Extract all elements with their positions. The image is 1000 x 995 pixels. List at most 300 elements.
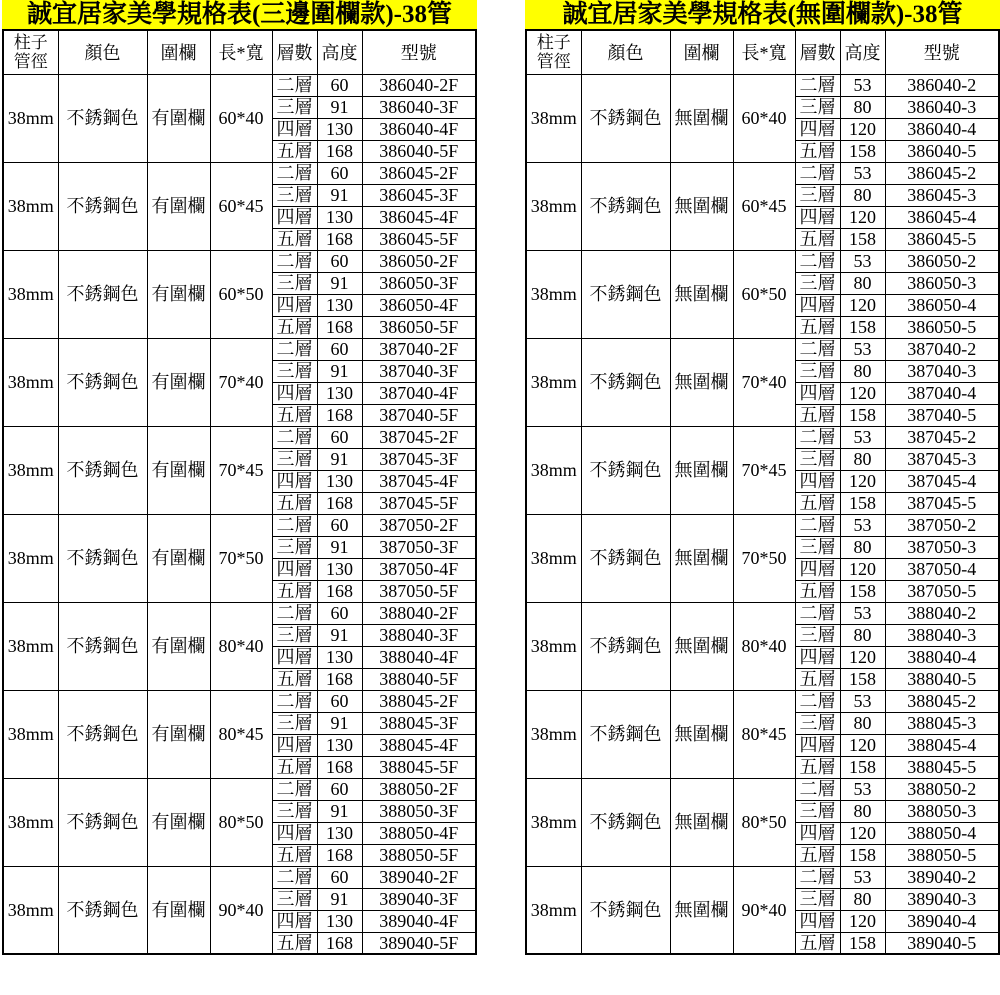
- layer-count-cell: 三層: [272, 712, 317, 734]
- height-cell: 168: [317, 580, 362, 602]
- spec-group: [3, 74, 476, 162]
- height-cell: 60: [317, 74, 362, 96]
- layer-count-cell: 三層: [272, 448, 317, 470]
- model-number-cell: 389040-4F: [362, 910, 476, 932]
- spec-row: [3, 866, 476, 888]
- fence-cell: 有圍欄: [147, 690, 210, 778]
- model-number-cell: 386045-3: [885, 184, 999, 206]
- pipe-diameter-cell: 38mm: [3, 338, 58, 426]
- model-number-cell: 387040-4F: [362, 382, 476, 404]
- height-cell: 168: [317, 404, 362, 426]
- spec-row: [526, 74, 999, 96]
- layer-count-cell: 二層: [272, 866, 317, 888]
- size-cell: 60*50: [733, 250, 795, 338]
- height-cell: 130: [317, 646, 362, 668]
- col-header-pipe-diameter: [3, 30, 58, 74]
- height-cell: 53: [840, 778, 885, 800]
- color-cell: 不銹鋼色: [581, 866, 670, 954]
- pipe-diameter-cell: 38mm: [526, 778, 581, 866]
- layer-count-cell: 五層: [795, 492, 840, 514]
- pipe-header-line2: 管徑: [536, 52, 571, 72]
- layer-count-cell: 二層: [795, 866, 840, 888]
- size-cell: 60*50: [210, 250, 272, 338]
- header-row: [3, 30, 476, 74]
- layer-count-cell: 四層: [272, 734, 317, 756]
- model-number-cell: 387040-5: [885, 404, 999, 426]
- height-cell: 80: [840, 536, 885, 558]
- model-number-cell: 388050-5: [885, 844, 999, 866]
- layer-count-cell: 三層: [795, 712, 840, 734]
- height-cell: 91: [317, 624, 362, 646]
- model-number-cell: 387040-2F: [362, 338, 476, 360]
- layer-count-cell: 二層: [272, 514, 317, 536]
- model-number-cell: 386045-4F: [362, 206, 476, 228]
- layer-count-cell: 五層: [795, 756, 840, 778]
- layer-count-cell: 五層: [272, 228, 317, 250]
- col-header-model: 型號: [362, 30, 476, 74]
- color-cell: 不銹鋼色: [58, 426, 147, 514]
- header-row: [526, 30, 999, 74]
- model-number-cell: 387040-2: [885, 338, 999, 360]
- color-cell: 不銹鋼色: [581, 338, 670, 426]
- layer-count-cell: 二層: [795, 162, 840, 184]
- pipe-diameter-cell: 38mm: [526, 690, 581, 778]
- fence-cell: 有圍欄: [147, 338, 210, 426]
- model-number-cell: 388050-5F: [362, 844, 476, 866]
- pipe-diameter-cell: 38mm: [3, 866, 58, 954]
- color-cell: 不銹鋼色: [581, 74, 670, 162]
- layer-count-cell: 四層: [272, 294, 317, 316]
- height-cell: 80: [840, 272, 885, 294]
- spec-grid-fenced: [2, 29, 477, 955]
- height-cell: 158: [840, 668, 885, 690]
- spec-group: [3, 426, 476, 514]
- spec-group: [526, 690, 999, 778]
- model-number-cell: 388050-4F: [362, 822, 476, 844]
- col-header-model: 型號: [885, 30, 999, 74]
- color-cell: 不銹鋼色: [581, 690, 670, 778]
- table-title-fenced: 誠宜居家美學規格表(三邊圍欄款)-38管: [2, 0, 477, 29]
- spec-group: [526, 426, 999, 514]
- spec-row: [526, 866, 999, 888]
- spec-table-unfenced: [525, 0, 1000, 955]
- pipe-diameter-cell: 38mm: [526, 162, 581, 250]
- model-number-cell: 386045-2F: [362, 162, 476, 184]
- fence-cell: 無圍欄: [670, 514, 733, 602]
- col-header-size: 長*寬: [210, 30, 272, 74]
- height-cell: 53: [840, 690, 885, 712]
- model-number-cell: 388045-4: [885, 734, 999, 756]
- fence-cell: 有圍欄: [147, 162, 210, 250]
- layer-count-cell: 二層: [272, 602, 317, 624]
- height-cell: 158: [840, 844, 885, 866]
- height-cell: 120: [840, 822, 885, 844]
- pipe-diameter-cell: 38mm: [3, 250, 58, 338]
- layer-count-cell: 五層: [795, 580, 840, 602]
- spec-row: [3, 778, 476, 800]
- fence-cell: 有圍欄: [147, 602, 210, 690]
- color-cell: 不銹鋼色: [58, 250, 147, 338]
- spec-group: [526, 74, 999, 162]
- layer-count-cell: 四層: [795, 822, 840, 844]
- spec-group: [526, 778, 999, 866]
- model-number-cell: 388040-2: [885, 602, 999, 624]
- col-header-height: 高度: [840, 30, 885, 74]
- height-cell: 53: [840, 162, 885, 184]
- model-number-cell: 389040-3: [885, 888, 999, 910]
- layer-count-cell: 五層: [795, 228, 840, 250]
- layer-count-cell: 二層: [795, 690, 840, 712]
- size-cell: 80*50: [210, 778, 272, 866]
- layer-count-cell: 二層: [272, 162, 317, 184]
- height-cell: 91: [317, 712, 362, 734]
- model-number-cell: 387050-5: [885, 580, 999, 602]
- layer-count-cell: 三層: [272, 800, 317, 822]
- col-header-layers: 層數: [272, 30, 317, 74]
- height-cell: 120: [840, 206, 885, 228]
- fence-cell: 無圍欄: [670, 74, 733, 162]
- pipe-diameter-cell: 38mm: [3, 74, 58, 162]
- size-cell: 80*40: [210, 602, 272, 690]
- height-cell: 120: [840, 294, 885, 316]
- model-number-cell: 387045-5: [885, 492, 999, 514]
- height-cell: 91: [317, 184, 362, 206]
- height-cell: 91: [317, 800, 362, 822]
- layer-count-cell: 四層: [272, 206, 317, 228]
- height-cell: 91: [317, 888, 362, 910]
- spec-table-fenced: [2, 0, 477, 955]
- layer-count-cell: 四層: [795, 910, 840, 932]
- color-cell: 不銹鋼色: [581, 778, 670, 866]
- model-number-cell: 388040-4: [885, 646, 999, 668]
- height-cell: 53: [840, 602, 885, 624]
- layer-count-cell: 四層: [272, 646, 317, 668]
- layer-count-cell: 五層: [272, 140, 317, 162]
- fence-cell: 無圍欄: [670, 690, 733, 778]
- layer-count-cell: 二層: [272, 426, 317, 448]
- layer-count-cell: 三層: [272, 624, 317, 646]
- height-cell: 158: [840, 316, 885, 338]
- height-cell: 60: [317, 250, 362, 272]
- model-number-cell: 387045-4F: [362, 470, 476, 492]
- layer-count-cell: 四層: [272, 822, 317, 844]
- model-number-cell: 386040-2: [885, 74, 999, 96]
- layer-count-cell: 三層: [795, 800, 840, 822]
- model-number-cell: 386045-4: [885, 206, 999, 228]
- pipe-header-line2: 管徑: [13, 52, 48, 72]
- model-number-cell: 386040-5F: [362, 140, 476, 162]
- height-cell: 53: [840, 74, 885, 96]
- model-number-cell: 388040-2F: [362, 602, 476, 624]
- layer-count-cell: 四層: [272, 118, 317, 140]
- height-cell: 120: [840, 470, 885, 492]
- layer-count-cell: 三層: [795, 96, 840, 118]
- height-cell: 168: [317, 756, 362, 778]
- size-cell: 60*40: [733, 74, 795, 162]
- pipe-diameter-cell: 38mm: [526, 426, 581, 514]
- color-cell: 不銹鋼色: [58, 74, 147, 162]
- color-cell: 不銹鋼色: [58, 514, 147, 602]
- height-cell: 158: [840, 404, 885, 426]
- spec-group: [3, 514, 476, 602]
- layer-count-cell: 三層: [795, 888, 840, 910]
- color-cell: 不銹鋼色: [581, 250, 670, 338]
- model-number-cell: 387050-3: [885, 536, 999, 558]
- fence-cell: 無圍欄: [670, 162, 733, 250]
- height-cell: 168: [317, 492, 362, 514]
- spec-row: [3, 514, 476, 536]
- layer-count-cell: 二層: [272, 338, 317, 360]
- layer-count-cell: 三層: [272, 360, 317, 382]
- model-number-cell: 386040-2F: [362, 74, 476, 96]
- height-cell: 130: [317, 294, 362, 316]
- height-cell: 80: [840, 96, 885, 118]
- spec-group: [526, 162, 999, 250]
- height-cell: 91: [317, 272, 362, 294]
- model-number-cell: 389040-2: [885, 866, 999, 888]
- model-number-cell: 388045-3: [885, 712, 999, 734]
- color-cell: 不銹鋼色: [581, 514, 670, 602]
- spec-row: [3, 162, 476, 184]
- model-number-cell: 388040-5: [885, 668, 999, 690]
- fence-cell: 無圍欄: [670, 866, 733, 954]
- height-cell: 158: [840, 932, 885, 954]
- height-cell: 80: [840, 800, 885, 822]
- model-number-cell: 386045-2: [885, 162, 999, 184]
- height-cell: 91: [317, 96, 362, 118]
- layer-count-cell: 四層: [795, 382, 840, 404]
- layer-count-cell: 五層: [272, 580, 317, 602]
- size-cell: 80*50: [733, 778, 795, 866]
- model-number-cell: 386050-2F: [362, 250, 476, 272]
- fence-cell: 無圍欄: [670, 426, 733, 514]
- col-header-fence: 圍欄: [670, 30, 733, 74]
- model-number-cell: 386040-4F: [362, 118, 476, 140]
- height-cell: 158: [840, 492, 885, 514]
- spec-row: [3, 338, 476, 360]
- height-cell: 158: [840, 580, 885, 602]
- spec-group: [3, 602, 476, 690]
- layer-count-cell: 三層: [795, 624, 840, 646]
- model-number-cell: 386045-5: [885, 228, 999, 250]
- spec-row: [3, 250, 476, 272]
- spec-row: [526, 514, 999, 536]
- spec-row: [3, 74, 476, 96]
- layer-count-cell: 二層: [795, 338, 840, 360]
- height-cell: 60: [317, 602, 362, 624]
- col-header-height: 高度: [317, 30, 362, 74]
- height-cell: 130: [317, 734, 362, 756]
- size-cell: 60*45: [210, 162, 272, 250]
- layer-count-cell: 四層: [795, 470, 840, 492]
- fence-cell: 有圍欄: [147, 866, 210, 954]
- spec-group: [526, 338, 999, 426]
- size-cell: 90*40: [733, 866, 795, 954]
- height-cell: 120: [840, 118, 885, 140]
- height-cell: 91: [317, 536, 362, 558]
- model-number-cell: 388040-4F: [362, 646, 476, 668]
- model-number-cell: 387050-5F: [362, 580, 476, 602]
- model-number-cell: 387040-3: [885, 360, 999, 382]
- model-number-cell: 386045-5F: [362, 228, 476, 250]
- size-cell: 70*45: [733, 426, 795, 514]
- color-cell: 不銹鋼色: [581, 602, 670, 690]
- layer-count-cell: 四層: [795, 646, 840, 668]
- model-number-cell: 387045-4: [885, 470, 999, 492]
- size-cell: 90*40: [210, 866, 272, 954]
- fence-cell: 無圍欄: [670, 602, 733, 690]
- model-number-cell: 386040-5: [885, 140, 999, 162]
- height-cell: 158: [840, 756, 885, 778]
- model-number-cell: 388045-2F: [362, 690, 476, 712]
- spec-row: [3, 690, 476, 712]
- model-number-cell: 388040-3F: [362, 624, 476, 646]
- model-number-cell: 387045-3F: [362, 448, 476, 470]
- model-number-cell: 386050-4: [885, 294, 999, 316]
- model-number-cell: 387050-2F: [362, 514, 476, 536]
- model-number-cell: 388045-5F: [362, 756, 476, 778]
- spec-row: [526, 602, 999, 624]
- fence-cell: 有圍欄: [147, 514, 210, 602]
- fence-cell: 有圍欄: [147, 778, 210, 866]
- height-cell: 120: [840, 382, 885, 404]
- model-number-cell: 386050-5F: [362, 316, 476, 338]
- model-number-cell: 387040-3F: [362, 360, 476, 382]
- model-number-cell: 386040-3: [885, 96, 999, 118]
- layer-count-cell: 三層: [795, 536, 840, 558]
- height-cell: 130: [317, 822, 362, 844]
- model-number-cell: 386050-3F: [362, 272, 476, 294]
- layer-count-cell: 五層: [795, 932, 840, 954]
- model-number-cell: 389040-3F: [362, 888, 476, 910]
- model-number-cell: 386050-4F: [362, 294, 476, 316]
- layer-count-cell: 三層: [795, 272, 840, 294]
- height-cell: 130: [317, 558, 362, 580]
- height-cell: 60: [317, 426, 362, 448]
- pipe-diameter-cell: 38mm: [3, 602, 58, 690]
- spec-group: [3, 690, 476, 778]
- color-cell: 不銹鋼色: [58, 338, 147, 426]
- model-number-cell: 388040-3: [885, 624, 999, 646]
- height-cell: 53: [840, 514, 885, 536]
- height-cell: 168: [317, 316, 362, 338]
- model-number-cell: 388050-2F: [362, 778, 476, 800]
- col-header-color: 顏色: [581, 30, 670, 74]
- model-number-cell: 389040-2F: [362, 866, 476, 888]
- layer-count-cell: 五層: [272, 404, 317, 426]
- height-cell: 130: [317, 206, 362, 228]
- spec-group: [3, 866, 476, 954]
- height-cell: 120: [840, 558, 885, 580]
- model-number-cell: 386040-3F: [362, 96, 476, 118]
- layer-count-cell: 四層: [272, 382, 317, 404]
- layer-count-cell: 二層: [272, 778, 317, 800]
- pipe-diameter-cell: 38mm: [3, 514, 58, 602]
- model-number-cell: 386050-5: [885, 316, 999, 338]
- pipe-diameter-cell: 38mm: [526, 602, 581, 690]
- layer-count-cell: 四層: [795, 206, 840, 228]
- pipe-diameter-cell: 38mm: [3, 162, 58, 250]
- height-cell: 60: [317, 866, 362, 888]
- fence-cell: 無圍欄: [670, 250, 733, 338]
- layer-count-cell: 五層: [272, 932, 317, 954]
- spec-group: [3, 338, 476, 426]
- layer-count-cell: 二層: [272, 250, 317, 272]
- model-number-cell: 388045-4F: [362, 734, 476, 756]
- color-cell: 不銹鋼色: [58, 162, 147, 250]
- spec-group: [3, 778, 476, 866]
- spec-row: [526, 426, 999, 448]
- model-number-cell: 387045-3: [885, 448, 999, 470]
- model-number-cell: 388050-3: [885, 800, 999, 822]
- spec-row: [3, 602, 476, 624]
- height-cell: 80: [840, 448, 885, 470]
- model-number-cell: 389040-4: [885, 910, 999, 932]
- height-cell: 168: [317, 228, 362, 250]
- color-cell: 不銹鋼色: [58, 778, 147, 866]
- layer-count-cell: 四層: [272, 470, 317, 492]
- color-cell: 不銹鋼色: [58, 866, 147, 954]
- height-cell: 130: [317, 910, 362, 932]
- col-header-layers: 層數: [795, 30, 840, 74]
- size-cell: 80*45: [733, 690, 795, 778]
- height-cell: 91: [317, 360, 362, 382]
- col-header-pipe-diameter: [526, 30, 581, 74]
- layer-count-cell: 四層: [272, 910, 317, 932]
- model-number-cell: 387040-4: [885, 382, 999, 404]
- col-header-color: 顏色: [58, 30, 147, 74]
- height-cell: 168: [317, 668, 362, 690]
- size-cell: 80*40: [733, 602, 795, 690]
- model-number-cell: 388050-2: [885, 778, 999, 800]
- height-cell: 60: [317, 514, 362, 536]
- size-cell: 80*45: [210, 690, 272, 778]
- size-cell: 60*45: [733, 162, 795, 250]
- height-cell: 53: [840, 866, 885, 888]
- layer-count-cell: 四層: [795, 294, 840, 316]
- model-number-cell: 388045-2: [885, 690, 999, 712]
- fence-cell: 無圍欄: [670, 338, 733, 426]
- height-cell: 91: [317, 448, 362, 470]
- spec-row: [3, 426, 476, 448]
- height-cell: 60: [317, 778, 362, 800]
- model-number-cell: 386040-4: [885, 118, 999, 140]
- spec-group: [526, 250, 999, 338]
- layer-count-cell: 五層: [272, 844, 317, 866]
- model-number-cell: 388040-5F: [362, 668, 476, 690]
- layer-count-cell: 四層: [795, 118, 840, 140]
- layer-count-cell: 二層: [795, 74, 840, 96]
- model-number-cell: 386050-3: [885, 272, 999, 294]
- color-cell: 不銹鋼色: [58, 602, 147, 690]
- layer-count-cell: 二層: [795, 426, 840, 448]
- height-cell: 53: [840, 338, 885, 360]
- size-cell: 70*50: [733, 514, 795, 602]
- layer-count-cell: 五層: [272, 492, 317, 514]
- pipe-diameter-cell: 38mm: [3, 690, 58, 778]
- color-cell: 不銹鋼色: [581, 426, 670, 514]
- layer-count-cell: 三層: [272, 184, 317, 206]
- height-cell: 80: [840, 888, 885, 910]
- model-number-cell: 388050-4: [885, 822, 999, 844]
- height-cell: 168: [317, 140, 362, 162]
- layer-count-cell: 二層: [272, 74, 317, 96]
- model-number-cell: 387050-3F: [362, 536, 476, 558]
- height-cell: 158: [840, 228, 885, 250]
- model-number-cell: 387050-2: [885, 514, 999, 536]
- height-cell: 120: [840, 646, 885, 668]
- col-header-fence: 圍欄: [147, 30, 210, 74]
